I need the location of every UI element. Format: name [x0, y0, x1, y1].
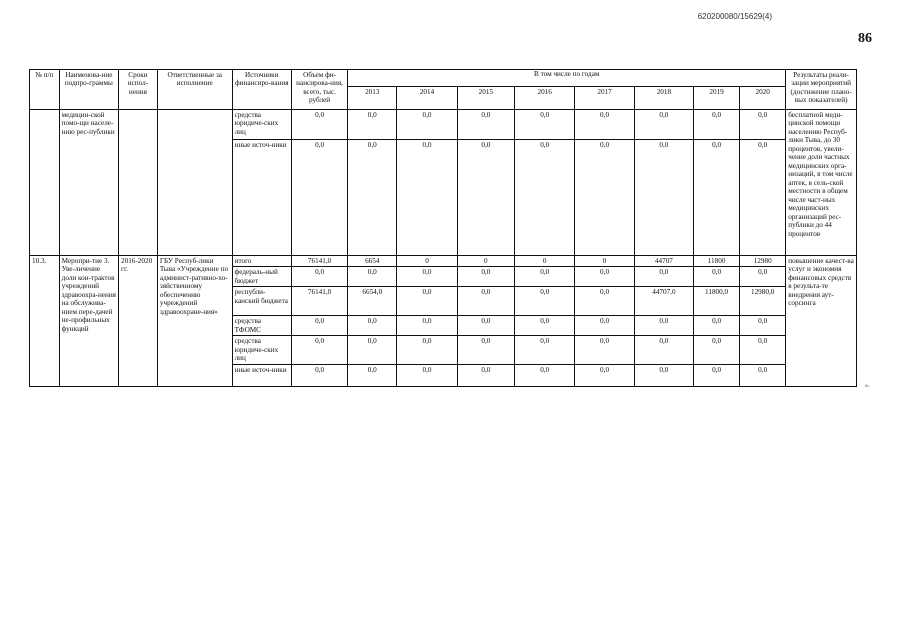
- year-cell: 0,0: [740, 110, 786, 140]
- year-cell: 0,0: [575, 365, 634, 387]
- year-cell: 11800: [694, 256, 740, 267]
- year-cell: 0,0: [457, 365, 514, 387]
- year-cell: 0,0: [397, 287, 457, 316]
- year-cell: 0,0: [575, 110, 634, 140]
- year-cell: 0,0: [515, 287, 575, 316]
- source-cell: федераль-ный бюджет: [232, 267, 291, 287]
- period-cell: [119, 110, 158, 256]
- total-cell: 0,0: [291, 140, 347, 256]
- year-cell: 0,0: [515, 110, 575, 140]
- year-cell: 6654: [348, 256, 397, 267]
- row-number-cell: 10.3.: [30, 256, 60, 387]
- total-cell: 0,0: [291, 267, 347, 287]
- header-name: Наименова-ние подпро-граммы: [59, 70, 118, 110]
- year-cell: 0,0: [348, 140, 397, 256]
- total-cell: 0,0: [291, 110, 347, 140]
- responsible-cell: [157, 110, 232, 256]
- source-cell: средства ТФОМС: [232, 316, 291, 336]
- header-period: Сроки испол-нения: [119, 70, 158, 110]
- header-years-group: В том числе по годам: [348, 70, 786, 87]
- row-number-cell: [30, 110, 60, 256]
- year-header: 2017: [575, 87, 634, 110]
- year-cell: 0,0: [740, 336, 786, 365]
- year-cell: 0,0: [634, 336, 693, 365]
- year-cell: 0,0: [634, 267, 693, 287]
- year-cell: 0,0: [575, 267, 634, 287]
- total-cell: 0,0: [291, 365, 347, 387]
- table-header-row: [30, 70, 857, 87]
- source-cell: иные источ-ники: [232, 140, 291, 256]
- year-cell: 0,0: [397, 140, 457, 256]
- result-cell: бесплатной меди-цинской помощи населению Респуб-лики Тыва, до 30 процентов, увели-чение доли частных медицинских орга-низаций, в том числе аптек, в сель-ской местности в общем числе част-ных медицинских организаций рес-публики до 44 процентов: [786, 110, 857, 256]
- year-cell: 0,0: [515, 365, 575, 387]
- responsible-cell: ГБУ Респуб-лики Тыва «Учреждение по админист-ративно-хо-зяйственному обеспечению учреждений здравоохране-ния»: [157, 256, 232, 387]
- source-cell: средства юридиче-ских лиц: [232, 336, 291, 365]
- year-cell: 0,0: [575, 287, 634, 316]
- year-cell: 0,0: [694, 336, 740, 365]
- year-cell: 0,0: [740, 316, 786, 336]
- year-cell: 12980: [740, 256, 786, 267]
- year-cell: 0,0: [740, 267, 786, 287]
- year-header: 2018: [634, 87, 693, 110]
- header-total: Объем фи-нансирова-ния, всего, тыс. рублей: [291, 70, 347, 110]
- year-cell: 0,0: [694, 365, 740, 387]
- year-cell: 0,0: [575, 140, 634, 256]
- source-cell: республи-канский бюджета: [232, 287, 291, 316]
- year-cell: 6654,0: [348, 287, 397, 316]
- year-cell: 0,0: [694, 267, 740, 287]
- year-cell: 0: [515, 256, 575, 267]
- year-cell: 0,0: [397, 365, 457, 387]
- year-header: 2020: [740, 87, 786, 110]
- period-cell: 2016-2020 гг.: [119, 256, 158, 387]
- year-cell: 0,0: [575, 336, 634, 365]
- total-cell: 76141,0: [291, 256, 347, 267]
- year-cell: 44707,0: [634, 287, 693, 316]
- financing-table: [29, 69, 857, 387]
- year-cell: 0,0: [457, 336, 514, 365]
- year-cell: 0,0: [740, 365, 786, 387]
- header-responsible: Ответственные за исполнение: [157, 70, 232, 110]
- year-cell: 0,0: [694, 316, 740, 336]
- year-cell: 12980,0: [740, 287, 786, 316]
- year-cell: 0,0: [348, 365, 397, 387]
- page-number: 86: [858, 31, 872, 46]
- year-cell: 0,0: [457, 316, 514, 336]
- year-cell: 44707: [634, 256, 693, 267]
- header-sources: Источники финансиро-вания: [232, 70, 291, 110]
- year-cell: 0,0: [348, 316, 397, 336]
- result-cell: повышение качест-ва услуг и экономия финансовых средств в результа-те внедрения аут-сорсинга: [786, 256, 857, 387]
- source-cell: средства юридиче-ских лиц: [232, 110, 291, 140]
- year-header: 2016: [515, 87, 575, 110]
- year-cell: 0,0: [457, 140, 514, 256]
- year-cell: 0,0: [515, 140, 575, 256]
- total-cell: 0,0: [291, 316, 347, 336]
- subprogram-name-cell: медицин-ской помо-щи населе-нию рес-публики: [59, 110, 118, 256]
- source-cell: итого: [232, 256, 291, 267]
- closing-quote-mark: ».: [865, 383, 870, 389]
- year-cell: 0,0: [397, 336, 457, 365]
- document-id: 620200080/15629(4): [697, 12, 772, 21]
- year-cell: 0,0: [634, 365, 693, 387]
- subprogram-name-cell: Меропри-тие 3. Уве-личение доли кон-трактов учреждений здравоохра-нения на обслужива-нием пере-дачей не-профильных функций: [59, 256, 118, 387]
- year-cell: 0: [457, 256, 514, 267]
- header-num: № п/п: [30, 70, 60, 110]
- year-cell: 0,0: [457, 267, 514, 287]
- year-cell: 0,0: [457, 110, 514, 140]
- year-cell: 0,0: [575, 316, 634, 336]
- year-cell: 0,0: [634, 316, 693, 336]
- table-row: [30, 256, 857, 267]
- year-cell: 0,0: [348, 336, 397, 365]
- header-results: Результаты реали-зации мероприятий (достижение плано-вых показателей): [786, 70, 857, 110]
- year-header: 2015: [457, 87, 514, 110]
- year-cell: 0,0: [634, 140, 693, 256]
- year-cell: 0,0: [515, 336, 575, 365]
- table-row: [30, 110, 857, 140]
- year-header: 2013: [348, 87, 397, 110]
- year-cell: 0,0: [515, 267, 575, 287]
- year-cell: 11800,0: [694, 287, 740, 316]
- year-cell: 0,0: [634, 110, 693, 140]
- year-cell: 0,0: [348, 110, 397, 140]
- year-cell: 0,0: [397, 316, 457, 336]
- year-cell: 0,0: [397, 267, 457, 287]
- year-cell: 0,0: [397, 110, 457, 140]
- year-cell: 0,0: [515, 316, 575, 336]
- total-cell: 76141,0: [291, 287, 347, 316]
- year-header: 2014: [397, 87, 457, 110]
- year-cell: 0,0: [694, 110, 740, 140]
- year-cell: 0,0: [694, 140, 740, 256]
- year-cell: 0: [397, 256, 457, 267]
- year-cell: 0,0: [457, 287, 514, 316]
- source-cell: иные источ-ники: [232, 365, 291, 387]
- year-cell: 0,0: [348, 267, 397, 287]
- year-header: 2019: [694, 87, 740, 110]
- total-cell: 0,0: [291, 336, 347, 365]
- year-cell: 0,0: [740, 140, 786, 256]
- year-cell: 0: [575, 256, 634, 267]
